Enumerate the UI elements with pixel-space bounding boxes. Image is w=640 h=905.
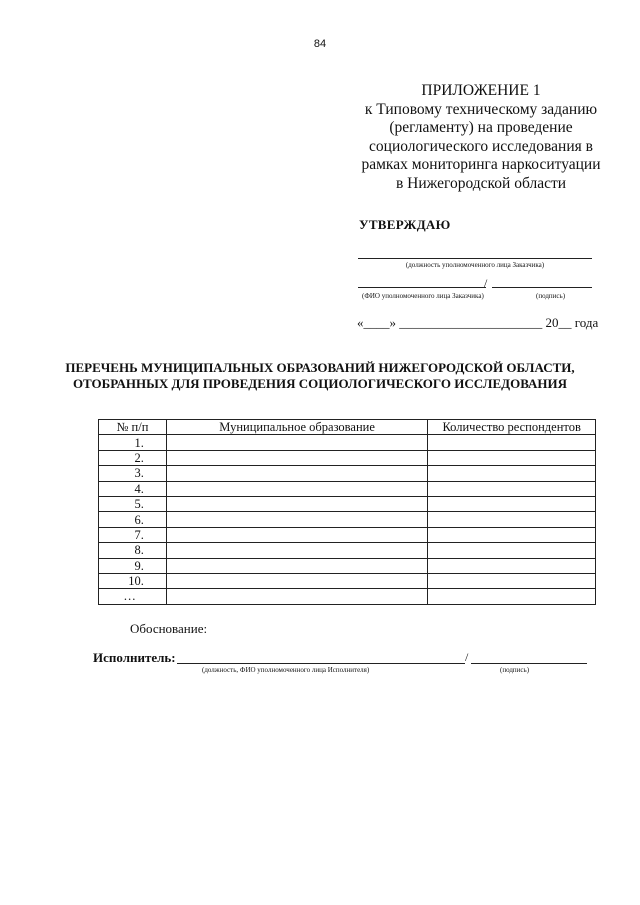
row-number: 7. xyxy=(99,527,167,542)
respondents-cell[interactable] xyxy=(428,558,596,573)
row-number: 2. xyxy=(99,450,167,465)
column-header-number: № п/п xyxy=(99,420,167,435)
name-signature-line[interactable] xyxy=(358,287,486,288)
approval-date-line[interactable]: «____» ______________________ 20__ года xyxy=(357,315,599,330)
respondents-cell[interactable] xyxy=(428,527,596,542)
appendix-line: ПРИЛОЖЕНИЕ 1 xyxy=(421,82,541,99)
signature-caption: (подпись) xyxy=(536,292,566,300)
justification-label: Обоснование: xyxy=(130,621,208,636)
appendix-line: к Типовому техническому заданию xyxy=(364,100,598,118)
slash-separator: / xyxy=(484,276,488,290)
table-row xyxy=(99,558,596,573)
row-number: 9. xyxy=(99,558,167,573)
document-title xyxy=(60,360,580,392)
executor-signature-line[interactable] xyxy=(471,663,587,664)
title-line-2: ОТОБРАННЫХ ДЛЯ ПРОВЕДЕНИЯ СОЦИОЛОГИЧЕСКОГО ИССЛЕДОВАНИЯ xyxy=(72,376,568,391)
respondents-cell[interactable] xyxy=(428,435,596,450)
position-caption: (должность уполномоченного лица Заказчика) xyxy=(405,261,545,269)
respondents-cell[interactable] xyxy=(428,481,596,496)
executor-slash: / xyxy=(465,650,469,664)
name-caption: (ФИО уполномоченного лица Заказчика) xyxy=(362,292,484,300)
table-row xyxy=(99,481,596,496)
table-row xyxy=(99,435,596,450)
municipality-cell[interactable] xyxy=(166,573,427,588)
respondents-cell[interactable] xyxy=(428,543,596,558)
respondents-cell[interactable] xyxy=(428,466,596,481)
municipalities-table xyxy=(98,419,596,605)
executor-position-line[interactable] xyxy=(177,663,465,664)
appendix-line: (регламенту) на проведение xyxy=(389,119,573,136)
respondents-cell[interactable] xyxy=(428,512,596,527)
executor-label: Исполнитель: xyxy=(93,650,176,665)
table-header-row xyxy=(99,420,596,435)
appendix-line: рамках мониторинга наркоситуации xyxy=(361,156,601,173)
table-row xyxy=(99,589,596,604)
municipality-cell[interactable] xyxy=(166,558,427,573)
row-number: 6. xyxy=(99,512,167,527)
table-row xyxy=(99,527,596,542)
row-number: 5. xyxy=(99,496,167,511)
appendix-line: в Нижегородской области xyxy=(395,174,567,192)
row-number: 4. xyxy=(99,481,167,496)
approval-heading: УТВЕРЖДАЮ xyxy=(359,217,451,232)
executor-position-caption: (должность, ФИО уполномоченного лица Исполнителя) xyxy=(202,666,370,674)
title-line-1: ПЕРЕЧЕНЬ МУНИЦИПАЛЬНЫХ ОБРАЗОВАНИЙ НИЖЕГОРОДСКОЙ ОБЛАСТИ, xyxy=(65,360,575,375)
column-header-respondents: Количество респондентов xyxy=(428,420,596,435)
municipality-cell[interactable] xyxy=(166,527,427,542)
municipality-cell[interactable] xyxy=(166,589,427,604)
row-number: 8. xyxy=(99,543,167,558)
table-row xyxy=(99,512,596,527)
table-row xyxy=(99,573,596,588)
executor-signature-caption: (подпись) xyxy=(500,666,530,674)
table-row xyxy=(99,496,596,511)
appendix-line: социологического исследования в xyxy=(369,137,593,155)
municipality-cell[interactable] xyxy=(166,435,427,450)
appendix-header xyxy=(348,82,614,193)
respondents-cell[interactable] xyxy=(428,589,596,604)
table-row xyxy=(99,450,596,465)
column-header-municipality: Муниципальное образование xyxy=(166,420,427,435)
position-signature-line[interactable] xyxy=(358,258,592,259)
municipality-cell[interactable] xyxy=(166,450,427,465)
table-row xyxy=(99,466,596,481)
municipality-cell[interactable] xyxy=(166,496,427,511)
table-row xyxy=(99,543,596,558)
municipality-cell[interactable] xyxy=(166,466,427,481)
row-number: … xyxy=(99,589,167,604)
municipality-cell[interactable] xyxy=(166,543,427,558)
row-number: 10. xyxy=(99,573,167,588)
respondents-cell[interactable] xyxy=(428,496,596,511)
row-number: 3. xyxy=(99,466,167,481)
signature-line[interactable] xyxy=(492,287,592,288)
municipality-cell[interactable] xyxy=(166,512,427,527)
respondents-cell[interactable] xyxy=(428,573,596,588)
page-number: 84 xyxy=(313,38,327,50)
municipality-cell[interactable] xyxy=(166,481,427,496)
respondents-cell[interactable] xyxy=(428,450,596,465)
row-number: 1. xyxy=(99,435,167,450)
